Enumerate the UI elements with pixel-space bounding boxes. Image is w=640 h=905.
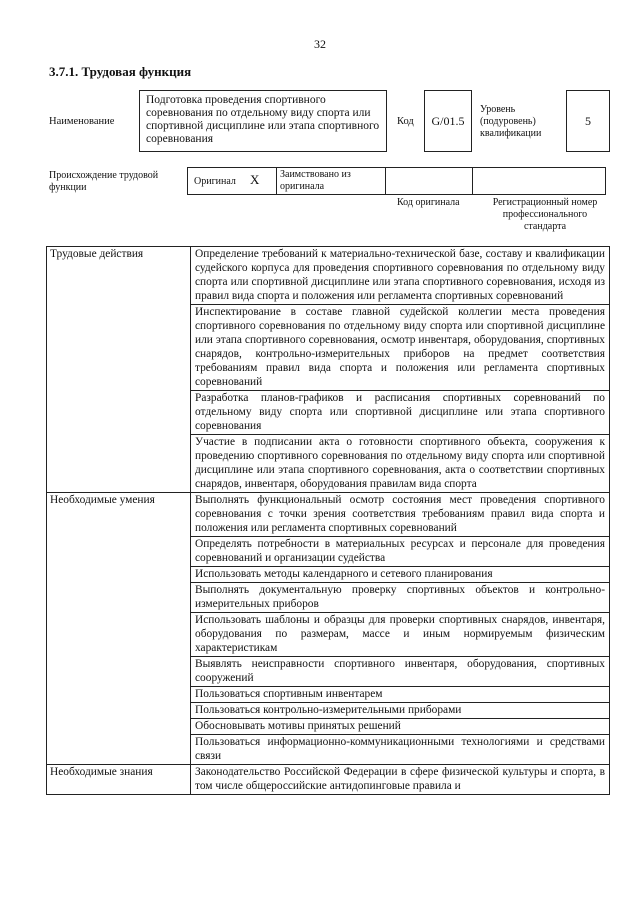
item-cell: Участие в подписании акта о готовности спортивного объекта, сооружения к проведению спортивного соревнования по отдельному виду спорта или спортивной дисциплине или этапа спортивного соревнования, акта о соответствии спортивных снарядов, инвентаря, оборудования правилам вида спорта [191,435,610,493]
item-cell: Инспектирование в составе главной судейской коллегии места проведения спортивного соревнования по отдельному виду спорта или спортивной дисциплине или этапа спортивного соревнования, осмотр инвентаря, оборудования, спортивных снарядов, контрольно-измерительных приборов на предмет соответствия требованиям правил вида спорта и положения или регламента спортивных соревнований [191,305,610,391]
category-cell: Необходимые знания [47,765,191,795]
function-table [46,246,610,795]
item-cell: Использовать методы календарного и сетевого планирования [191,567,610,583]
code-original-cell [385,167,473,195]
name-label: Наименование [49,116,115,127]
name-value: Подготовка проведения спортивного соревнования по отдельному виду спорта или спортивной дисциплине или этапа спортивного соревнования [146,94,380,145]
name-value-box [139,90,387,152]
item-cell: Разработка планов-графиков и расписания спортивных соревнований по отдельному виду спорта или спортивной дисциплине или этапа спортивного соревнования [191,391,610,435]
item-cell: Выполнять функциональный осмотр состояния мест проведения спортивного соревнования с точки зрения соответствия требованиям правил вида спорта и положения или регламента спортивных соревнований [191,493,610,537]
item-cell: Выполнять документальную проверку спортивных объектов и контрольно-измерительных приборов [191,583,610,613]
category-cell: Трудовые действия [47,247,191,493]
item-cell: Законодательство Российской Федерации в сфере физической культуры и спорта, в том числе общероссийские антидопинговые правила и [191,765,610,795]
item-cell: Использовать шаблоны и образцы для проверки спортивных снарядов, инвентаря, оборудования по размерам, массе и иным нормируемым физическим характеристикам [191,613,610,657]
item-cell: Определение требований к материально-технической базе, составу и квалификации судейского корпуса для проведения спортивного соревнования по отдельному виду спорта или спортивной дисциплине или этапа спортивного соревнования, исходя из правил вида спорта и положения или регламента спортивных соревнований [191,247,610,305]
item-cell: Выявлять неисправности спортивного инвентаря, оборудования, спортивных сооружений [191,657,610,687]
level-value-box [566,90,610,152]
code-value: G/01.5 [431,113,465,128]
code-label: Код [397,116,414,127]
code-value-box [424,90,472,152]
original-mark: X [250,172,260,187]
reg-number-label: Регистрационный номер профессионального стандарта [492,197,598,232]
borrowed-cell [276,167,386,195]
code-original-label: Код оригинала [397,197,460,208]
item-cell: Пользоваться контрольно-измерительными приборами [191,703,610,719]
original-cell [187,167,277,195]
section-title: 3.7.1. Трудовая функция [49,64,192,79]
original-label: Оригинал [194,175,236,187]
reg-number-cell [472,167,606,195]
borrowed-label: Заимствовано из оригинала [280,169,351,192]
origin-row [187,167,606,195]
table-row [47,493,610,537]
item-cell: Обосновывать мотивы принятых решений [191,719,610,735]
table-row [47,765,610,795]
item-cell: Пользоваться информационно-коммуникационными технологиями и средствами связи [191,735,610,765]
origin-label: Происхождение трудовой функции [49,170,159,193]
item-cell: Пользоваться спортивным инвентарем [191,687,610,703]
category-cell: Необходимые умения [47,493,191,765]
table-row [47,247,610,305]
level-label: Уровень (подуровень) квалификации [480,104,542,139]
level-value: 5 [585,113,591,128]
page-number: 32 [314,37,326,51]
item-cell: Определять потребности в материальных ресурсах и персонале для проведения соревнований и организации судейства [191,537,610,567]
